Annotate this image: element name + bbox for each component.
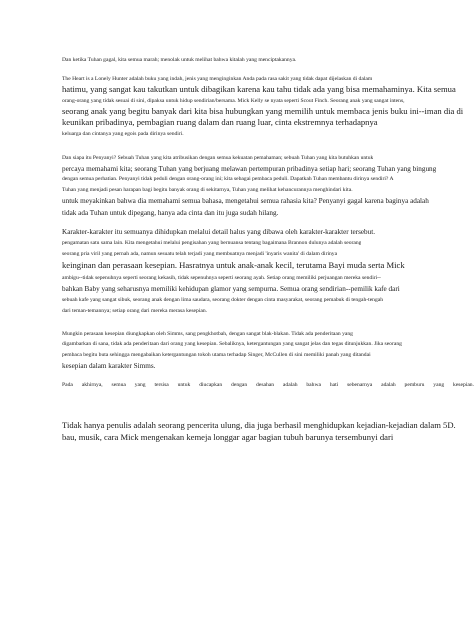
paragraph-4-line: dari teman-temannya; setiap orang dari mereka merasa kesepian. — [62, 308, 208, 314]
paragraph-5-line: Mungkin perasaan kesepian diungkapkan oleh Simms, sang pengkhotbah, dengan sangat blak-blakan. Tidak ada penderitaan yang — [62, 331, 353, 337]
paragraph-3-line: tidak ada Tuhan untuk dipegang, hanya ada cinta dan itu juga sudah hilang. — [62, 209, 279, 217]
paragraph-4-line: Karakter-karakter itu semuanya dihidupkan melalui detail halus yang dibawa oleh karakter-karakter tersebut. — [62, 228, 376, 236]
paragraph-3-line: dengan semua perhatian. Penyanyi tidak peduli dengan orang-orang ini; kita sebagai pembaca peduli. Dapatkah Tuhan membantu dirinya sendiri? A — [62, 176, 394, 182]
paragraph-6-line: Pada akhirnya, semua yang tersisa untuk diucapkan dengan desahan adalah bahwa hati sebenarnya adalah pemburu yang kesepian. — [62, 382, 474, 388]
paragraph-5-line: pembaca begitu buta sehingga mengabaikan ketergantungan tokoh utama terhadap Singer, McCullen di sini memiliki panah yang ditandai — [62, 352, 371, 358]
paragraph-2-line: keunikan pribadinya, pembagian ruang dalam dan ruang luar, cinta ekstremnya terhadapnya — [62, 118, 378, 127]
paragraph-2-line: keluarga dan cintanya yang egois pada dirinya sendiri. — [62, 131, 184, 137]
paragraph-4-line: pengamatan satu sama lain. Kita mengetahui melalui pengisahan yang bernuansa tentang bagaimana Brannon dulunya adalah seorang — [62, 240, 362, 246]
paragraph-4-line: seorang pria viril yang pernah ada, namun sesuatu telah terjadi yang membuatnya menjadi 'inyaris wanita' di dalam dirinya — [62, 251, 338, 257]
paragraph-4-line: sebuah kafe yang sangat sibuk, seorang anak dengan lima saudara, seorang dokter dengan cinta masyarakat, seorang pemabuk di tengah-tengah — [62, 297, 384, 303]
paragraph-4-line: keinginan dan perasaan kesepian. Hasratnya untuk anak-anak kecil, terutama Bayi muda serta Mick — [62, 261, 405, 270]
paragraph-5-line: digambarkan di sana, tidak ada penderitaan dari orang yang kesepian. Sebaliknya, ketergantungan yang sangat jelas dan tegas ditunjukkan. Jika seorang — [62, 341, 402, 347]
paragraph-4-line: ambigu--tidak sepenuhnya seperti seorang kekasih, tidak sepenuhnya seperti seorang ayah. Setiap orang memiliki perjuangan mereka sendiri-- — [62, 275, 381, 281]
paragraph-3-line: untuk meyakinkan bahwa dia memahami semua bahasa, mengetahui semua rahasia kita? Penyanyi gagal karena baginya adalah — [62, 197, 429, 205]
paragraph-3-line: Dan siapa itu Penyanyi? Sebuah Tuhan yang kita atribusikan dengan semua kekuatan pemahaman; sebuah Tuhan yang kita butuhkan untuk — [62, 155, 374, 161]
paragraph-4-line: bahkan Baby yang seharusnya memiliki kehidupan glamor yang sempurna. Semua orang sendirian--pemilik kafe dari — [62, 285, 400, 293]
paragraph-2-line: The Heart is a Lonely Hunter adalah buku yang indah, jenis yang menginginkan Anda pada rasa sakit yang tidak dapat dijelaskan di dalam — [62, 76, 373, 82]
paragraph-7-line: Tidak hanya penulis adalah seorang pencerita ulung, dia juga berhasil menghidupkan kejadian-kejadian dalam 5D. — [62, 421, 456, 430]
paragraph-3-line: Tuhan yang menjadi pesan harapan bagi begitu banyak orang di sekitarnya, Tuhan yang melihat kehancurannya menghindari kita. — [62, 187, 353, 193]
paragraph-2-line: seorang anak yang begitu banyak dari kita bisa hubungkan yang memilih untuk membaca jenis buku ini--iman dia di — [62, 107, 464, 116]
paragraph-5-line: kesepian dalam karakter Simms. — [62, 362, 156, 370]
paragraph-1-line: Dan ketika Tuhan gagal, kita semua marah; menolak untuk melihat bahwa kitalah yang menciptakannya. — [62, 57, 297, 63]
paragraph-7-line: bau, musik, cara Mick mengenakan kemeja longgar agar bagian tubuh barunya tersembunyi dari — [62, 433, 394, 442]
paragraph-3-line: percaya memahami kita; seorang Tuhan yang berjuang melawan pertempuran pribadinya setiap hari; seorang Tuhan yang bingung — [62, 165, 437, 173]
paragraph-2-line: orang-orang yang tidak sesuai di sini, dipaksa untuk hidup sendirian/bersama. Mick Kelly se nyata seperti Scout Finch. Seorang anak yang sangat intens, — [62, 98, 405, 104]
paragraph-2-line: hatimu, yang sangat kau takutkan untuk dibagikan karena kau tahu tidak ada yang bisa memahaminya. Kita semua — [62, 85, 456, 94]
